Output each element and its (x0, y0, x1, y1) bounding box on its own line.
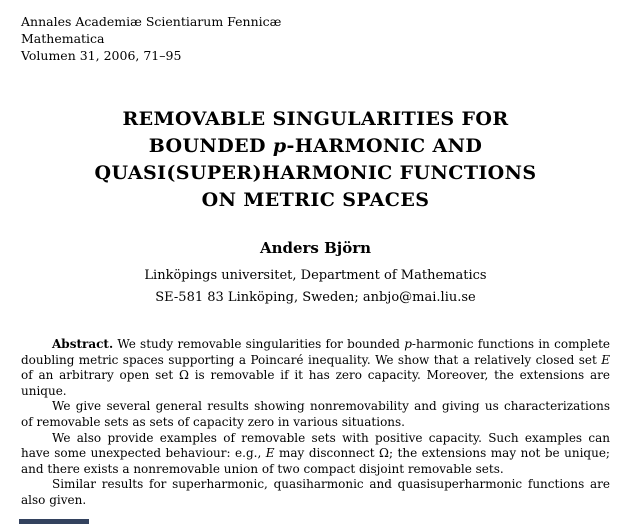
author-name: Anders Björn (259, 239, 372, 257)
title-line-3: QUASI(SUPER)HARMONIC FUNCTIONS (94, 162, 537, 184)
title-line-1: REMOVABLE SINGULARITIES FOR (122, 108, 509, 130)
journal-volume-pages: Volumen 31, 2006, 71–95 (21, 48, 182, 63)
abstract (21, 337, 610, 509)
journal-series: Mathematica (21, 31, 105, 46)
paper-page (0, 13, 631, 509)
title-line-4: ON METRIC SPACES (201, 189, 430, 211)
abstract-paragraph-4: Similar results for superharmonic, quasiharmonic and quasisuperharmonic functions are also given. (21, 477, 610, 507)
paper-title (21, 106, 610, 214)
abstract-paragraph-2: We give several general results showing nonremovability and giving us characterizations of removable sets as sets of capacity zero in various situations. (21, 399, 610, 429)
affiliation-address-email: SE-581 83 Linköping, Sweden; anbjo@mai.liu.se (155, 290, 476, 305)
affiliation-institution: Linköpings universitet, Department of Mathematics (144, 268, 487, 283)
journal-header (21, 13, 610, 64)
journal-name: Annales Academiæ Scientiarum Fennicæ (21, 14, 282, 29)
abstract-paragraph-3: We also provide examples of removable sets with positive capacity. Such examples can have some unexpected behaviour: e.g., E may disconnect Ω; the extensions may not be unique; and there exists a nonremovable union of two compact disjoint removable sets. (21, 430, 610, 476)
clipped-bottom-ui-element[interactable] (19, 519, 89, 524)
abstract-paragraph-1: Abstract. We study removable singularities for bounded p-harmonic functions in complete doubling metric spaces supporting a Poincaré inequality. We show that a relatively closed set E of an arbitrary open set Ω is removable if it has zero capacity. Moreover, the extensions are unique. (21, 337, 610, 398)
title-line-2: BOUNDED p-HARMONIC AND (148, 135, 483, 157)
affiliation (21, 265, 610, 309)
